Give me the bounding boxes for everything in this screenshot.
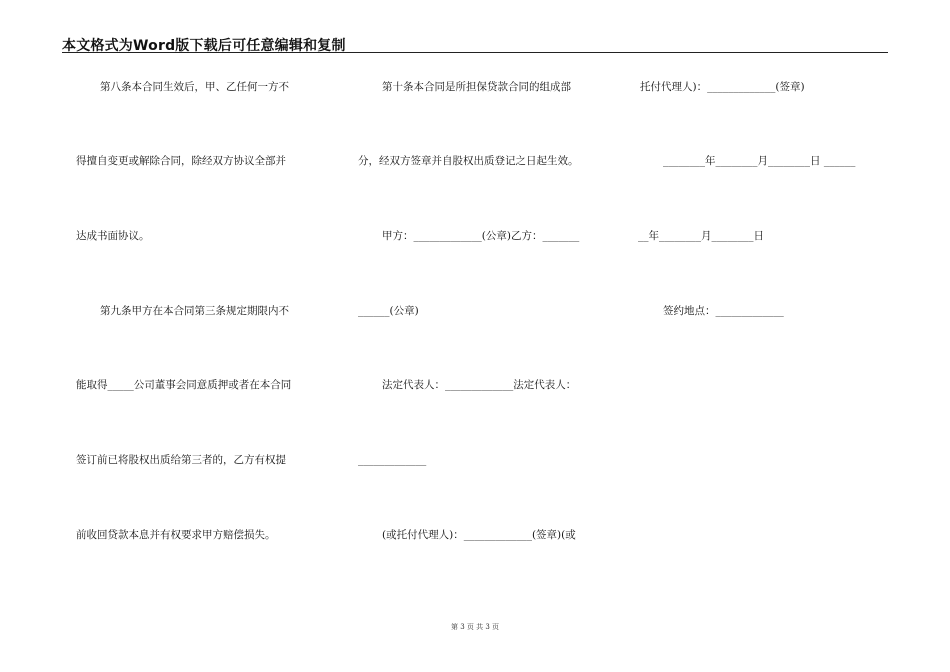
left-line-6: 签订前已将股权出质给第三者的，乙方有权提 bbox=[76, 454, 286, 466]
right-line-4: 签约地点：_____________ bbox=[663, 305, 784, 317]
right-line-1: 托付代理人)：_____________(签章) bbox=[640, 81, 805, 93]
page-number-footer: 第 3 页 共 3 页 bbox=[450, 623, 500, 631]
middle-line-7: (或托付代理人)：_____________(签章)(或 bbox=[382, 529, 576, 541]
left-line-1: 第八条本合同生效后，甲、乙任何一方不 bbox=[100, 81, 289, 93]
right-line-3: __年________月________日 bbox=[638, 230, 764, 242]
middle-line-5: 法定代表人：_____________法定代表人： bbox=[382, 379, 577, 391]
left-line-4: 第九条甲方在本合同第三条规定期限内不 bbox=[100, 305, 289, 317]
left-line-2: 得擅自变更或解除合同，除经双方协议全部并 bbox=[76, 155, 286, 167]
document-header-title: 本文格式为Word版下载后可任意编辑和复制 bbox=[62, 38, 346, 54]
left-line-7: 前收回贷款本息并有权要求甲方赔偿损失。 bbox=[76, 529, 276, 541]
middle-line-6: _____________ bbox=[358, 454, 427, 466]
middle-line-3: 甲方：_____________(公章)乙方：_______ bbox=[382, 230, 580, 242]
left-line-3: 达成书面协议。 bbox=[76, 230, 150, 242]
left-line-5: 能取得_____公司董事会同意质押或者在本合同 bbox=[76, 379, 292, 391]
header-divider bbox=[62, 52, 888, 53]
middle-line-1: 第十条本合同是所担保贷款合同的组成部 bbox=[382, 81, 571, 93]
right-line-2: ________年________月________日 ______ bbox=[663, 155, 856, 167]
middle-line-2: 分，经双方签章并自股权出质登记之日起生效。 bbox=[358, 155, 579, 167]
middle-line-4: ______(公章) bbox=[358, 305, 419, 317]
